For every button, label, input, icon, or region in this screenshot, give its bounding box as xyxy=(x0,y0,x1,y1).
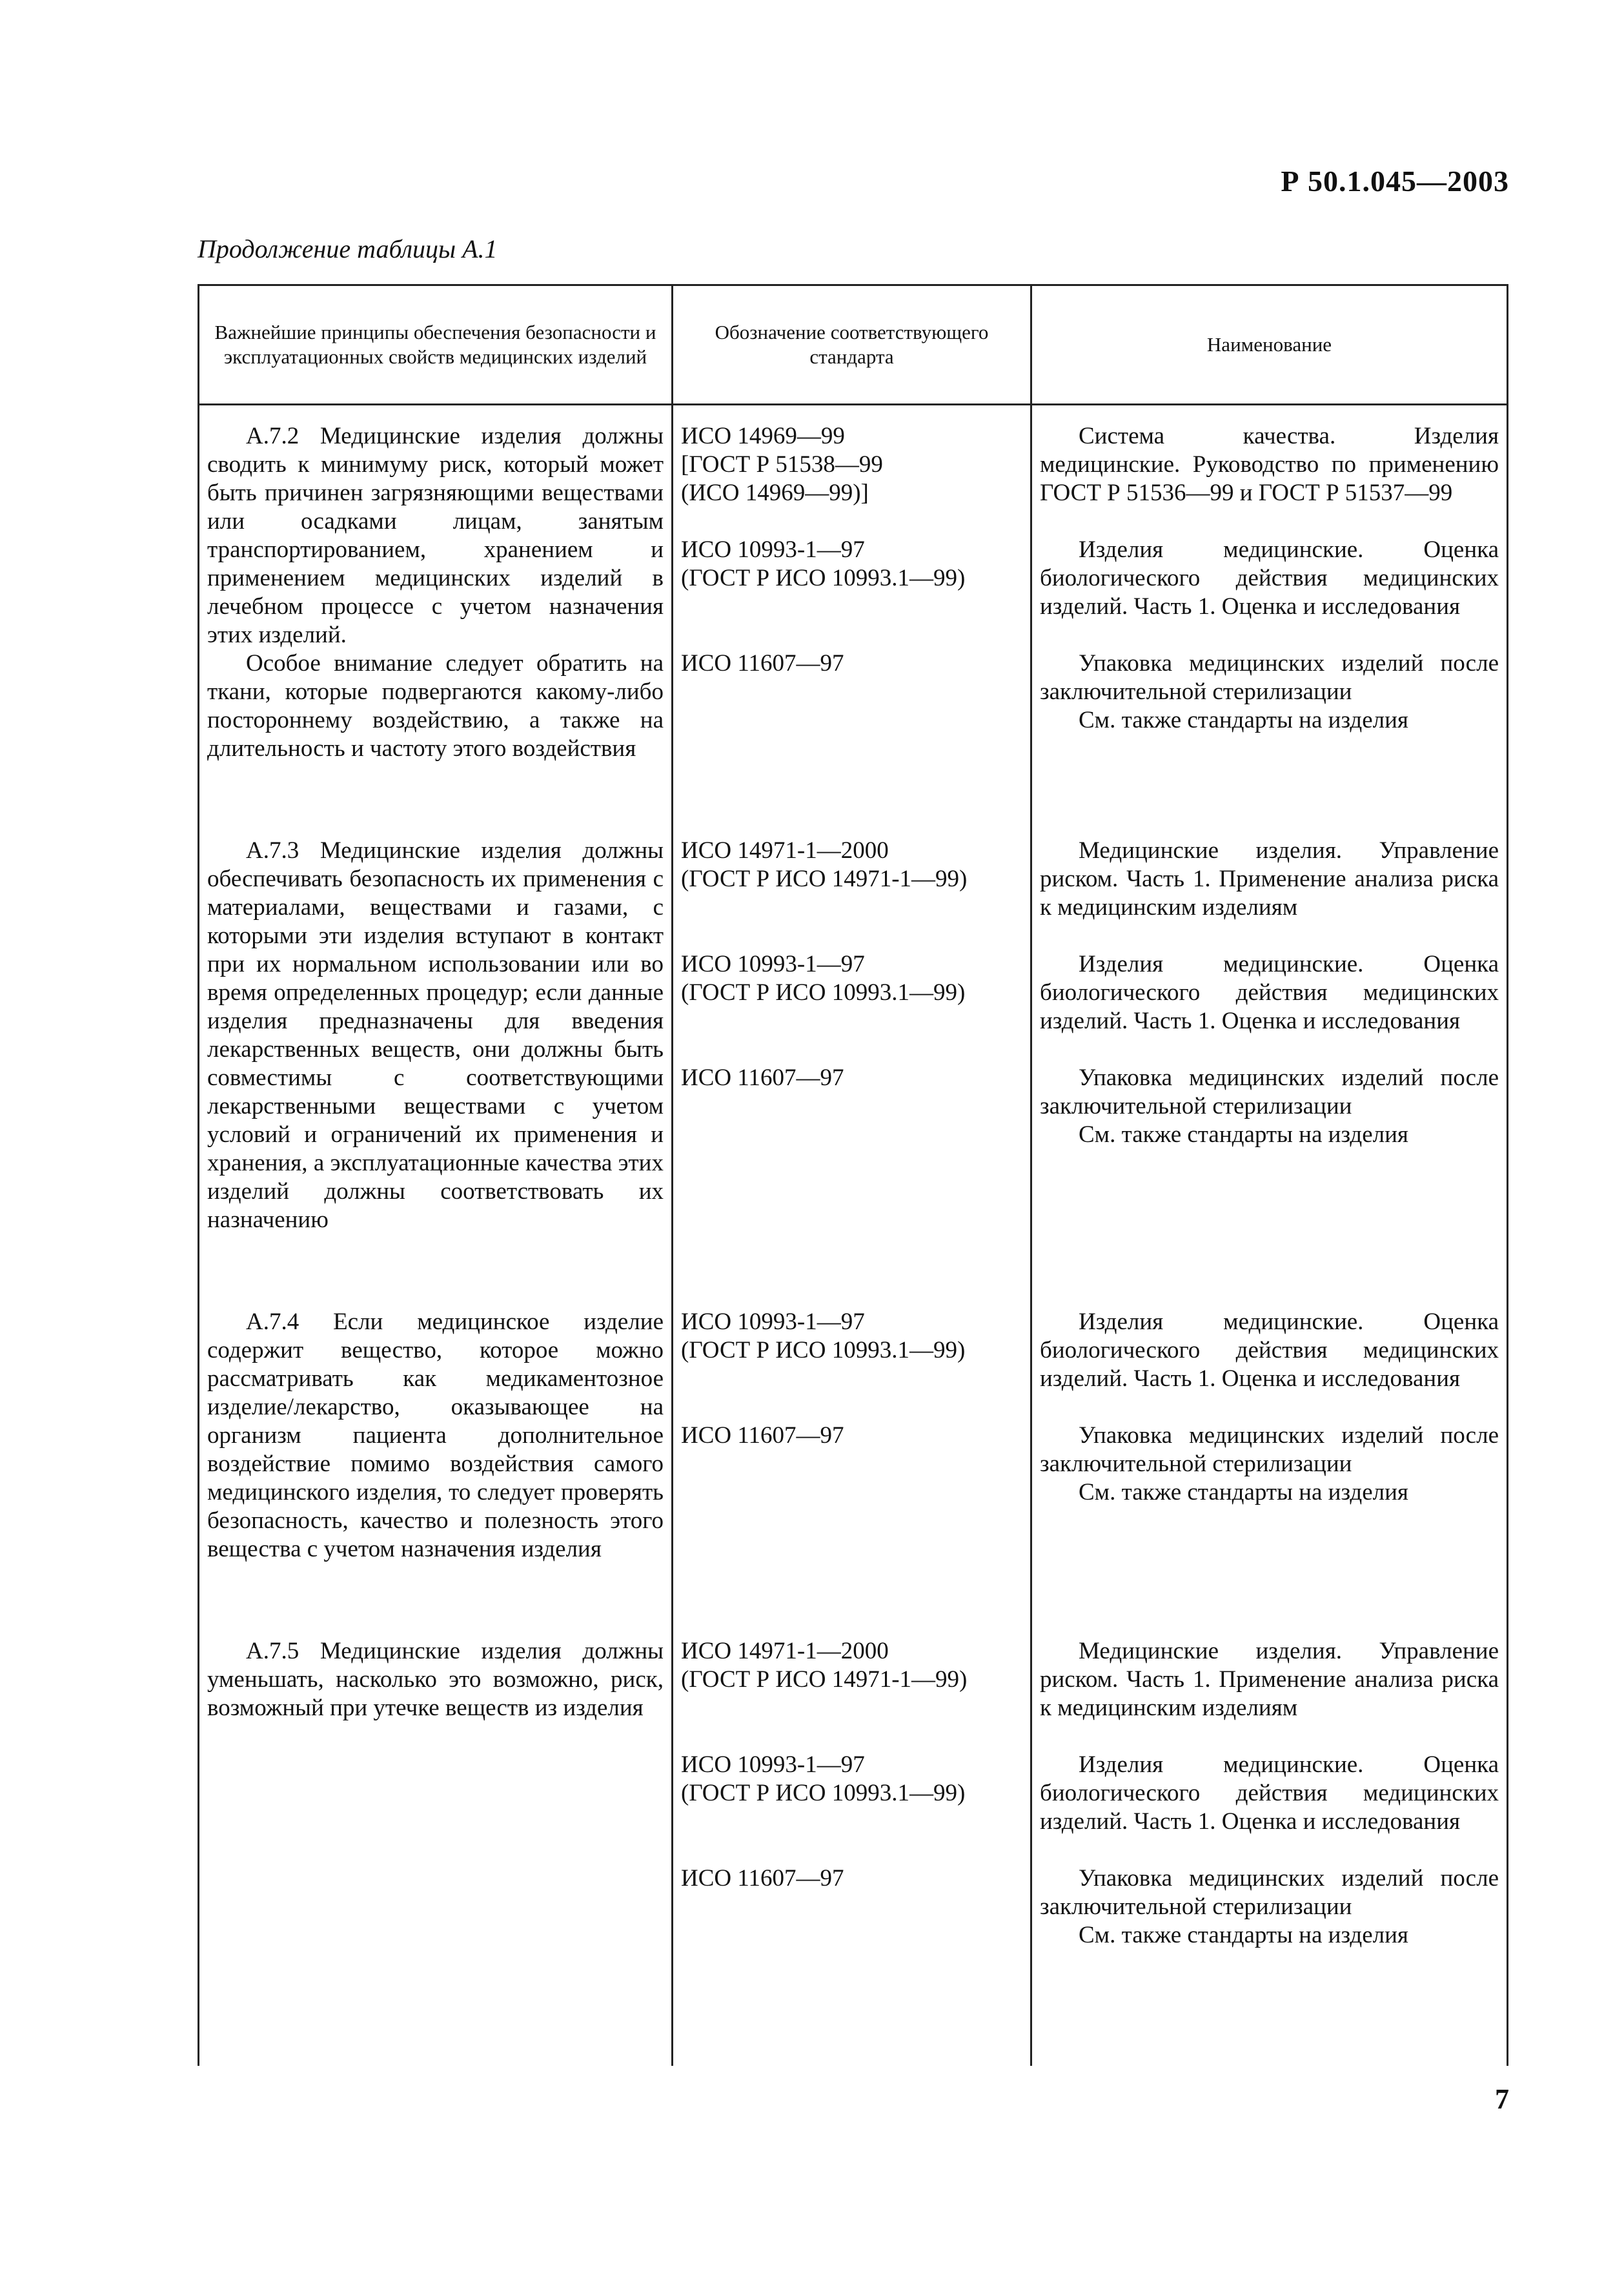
table-row xyxy=(199,405,1508,821)
standard-code xyxy=(681,422,1022,507)
standard-name xyxy=(1040,1637,1499,1722)
standard-name-text: Упаковка медицинских изделий после заключительной стерилизации xyxy=(1040,650,1499,705)
standard-code xyxy=(681,1864,1022,1950)
standard-name-text: Изделия медицинские. Оценка биологического действия медицинских изделий. Часть 1. Оценка и исследования xyxy=(1040,1309,1499,1392)
table-row xyxy=(199,1291,1508,1620)
standard-code-line: ИСО 10993-1—97 xyxy=(681,1309,865,1335)
standard-code-line: ИСО 10993-1—97 xyxy=(681,951,865,977)
standards-table xyxy=(198,284,1508,2066)
standard-name-cell xyxy=(1031,1620,1508,2066)
table-caption: Продолжение таблицы А.1 xyxy=(198,234,498,263)
standard-code-line: ИСО 11607—97 xyxy=(681,650,844,677)
see-also-note: См. также стандарты на изделия xyxy=(1079,1922,1408,1948)
standard-name-text: Упаковка медицинских изделий после заключительной стерилизации xyxy=(1040,1865,1499,1920)
table-body xyxy=(199,405,1508,2066)
standard-code-line: (ГОСТ Р ИСО 10993.1—99) xyxy=(681,1337,966,1363)
document-code: Р 50.1.045—2003 xyxy=(1281,165,1509,198)
see-also-note: См. также стандарты на изделия xyxy=(1079,1479,1408,1505)
standard-name-cell xyxy=(1031,820,1508,1291)
standard-code-cell xyxy=(673,405,1031,821)
standard-code xyxy=(681,1751,1022,1836)
standard-code-line: (ИСО 14969—99)] xyxy=(681,480,869,506)
standard-name xyxy=(1040,1751,1499,1836)
standard-code xyxy=(681,1064,1022,1149)
standard-name-text: Изделия медицинские. Оценка биологического действия медицинских изделий. Часть 1. Оценка и исследования xyxy=(1040,536,1499,620)
standard-name xyxy=(1040,1308,1499,1393)
standard-name-cell xyxy=(1031,405,1508,821)
standard-code-line: ИСО 14971-1—2000 xyxy=(681,1638,889,1664)
principle-text: Особое внимание следует обратить на ткани, которые подвергаются какому-либо постороннему воздействию, а также на длительность и частоту этого воздействия xyxy=(207,650,664,762)
principle-cell xyxy=(199,1291,673,1620)
column-header-name: Наименование xyxy=(1031,285,1508,405)
principle-cell xyxy=(199,820,673,1291)
standard-code-line: ИСО 11607—97 xyxy=(681,1422,844,1449)
standard-name-text: Медицинские изделия. Управление риском. Часть 1. Применение анализа риска к медицинским изделиям xyxy=(1040,837,1499,921)
standard-code-cell xyxy=(673,820,1031,1291)
standard-code-line: (ГОСТ Р ИСО 10993.1—99) xyxy=(681,979,966,1006)
standard-code-line: [ГОСТ Р 51538—99 xyxy=(681,451,883,478)
standard-name xyxy=(1040,1864,1499,1950)
standard-code xyxy=(681,1637,1022,1722)
table-row xyxy=(199,1620,1508,2066)
principle-text: А.7.4 Если медицинское изделие содержит вещество, которое можно рассматривать как медикаментозное изделие/лекарство, оказывающее на организм пациента дополнительное воздействие помимо воздействия самого медицинского изделия, то следует проверять безопасность, качество и полезность этого вещества с учетом назначения изделия xyxy=(207,1309,664,1562)
standard-code xyxy=(681,536,1022,621)
standard-code-line: ИСО 14969—99 xyxy=(681,423,845,449)
standard-name-text: Изделия медицинские. Оценка биологического действия медицинских изделий. Часть 1. Оценка и исследования xyxy=(1040,951,1499,1034)
standard-name-text: Медицинские изделия. Управление риском. Часть 1. Применение анализа риска к медицинским изделиям xyxy=(1040,1638,1499,1721)
column-header-principles: Важнейшие принципы обеспечения безопасности и эксплуатационных свойств медицинских изделий xyxy=(199,285,673,405)
standard-name-text: Упаковка медицинских изделий после заключительной стерилизации xyxy=(1040,1065,1499,1119)
standard-code-line: (ГОСТ Р ИСО 10993.1—99) xyxy=(681,1780,966,1806)
standard-code-line: ИСО 10993-1—97 xyxy=(681,536,865,563)
column-header-standard-code: Обозначение соответствующего стандарта xyxy=(673,285,1031,405)
standard-code-cell xyxy=(673,1291,1031,1620)
table-header-row xyxy=(199,285,1508,405)
standard-name-cell xyxy=(1031,1291,1508,1620)
standard-code xyxy=(681,837,1022,922)
standard-name xyxy=(1040,950,1499,1035)
see-also-note: См. также стандарты на изделия xyxy=(1079,707,1408,733)
principle-text: А.7.3 Медицинские изделия должны обеспечивать безопасность их применения с материалами, веществами и газами, с которыми эти изделия вступают в контакт при их нормальном использовании или во время определенных процедур; если данные изделия предназначены для введения лекарственных веществ, они должны быть совместимы с соответствующими лекарственными веществами с учетом условий и ограничений их применения и хранения, а эксплуатационные качества этих изделий должны соответствовать их назначению xyxy=(207,837,664,1233)
principle-text: А.7.5 Медицинские изделия должны уменьшать, насколько это возможно, риск, возможный при утечке веществ из изделия xyxy=(207,1638,664,1721)
standard-code-line: ИСО 11607—97 xyxy=(681,1065,844,1091)
standard-code xyxy=(681,1422,1022,1507)
standard-name-text: Система качества. Изделия медицинские. Руководство по применению ГОСТ Р 51536—99 и ГОСТ Р 51537—99 xyxy=(1040,423,1499,506)
standard-name xyxy=(1040,649,1499,735)
standard-code-line: ИСО 10993-1—97 xyxy=(681,1751,865,1778)
standard-code xyxy=(681,1308,1022,1393)
standard-name xyxy=(1040,1422,1499,1507)
standard-code-line: (ГОСТ Р ИСО 14971-1—99) xyxy=(681,866,968,892)
standard-name xyxy=(1040,837,1499,922)
standard-code xyxy=(681,649,1022,735)
standard-code-line: (ГОСТ Р ИСО 10993.1—99) xyxy=(681,565,966,591)
table-row xyxy=(199,820,1508,1291)
standard-code-cell xyxy=(673,1620,1031,2066)
principle-cell xyxy=(199,1620,673,2066)
principle-cell xyxy=(199,405,673,821)
see-also-note: См. также стандарты на изделия xyxy=(1079,1121,1408,1148)
standard-code-line: ИСО 11607—97 xyxy=(681,1865,844,1892)
standard-name xyxy=(1040,422,1499,507)
standard-name xyxy=(1040,536,1499,621)
page-number: 7 xyxy=(1495,2083,1509,2115)
standard-name xyxy=(1040,1064,1499,1149)
standard-code-line: (ГОСТ Р ИСО 14971-1—99) xyxy=(681,1666,968,1693)
standard-name-text: Упаковка медицинских изделий после заключительной стерилизации xyxy=(1040,1422,1499,1477)
standard-name-text: Изделия медицинские. Оценка биологического действия медицинских изделий. Часть 1. Оценка и исследования xyxy=(1040,1751,1499,1835)
standard-code xyxy=(681,950,1022,1035)
principle-text: А.7.2 Медицинские изделия должны сводить к минимуму риск, который может быть причинен загрязняющими веществами или осадками лицам, занятым транспортированием, хранением и применением медицинских изделий в лечебном процессе с учетом назначения этих изделий. xyxy=(207,423,664,648)
standard-code-line: ИСО 14971-1—2000 xyxy=(681,837,889,864)
